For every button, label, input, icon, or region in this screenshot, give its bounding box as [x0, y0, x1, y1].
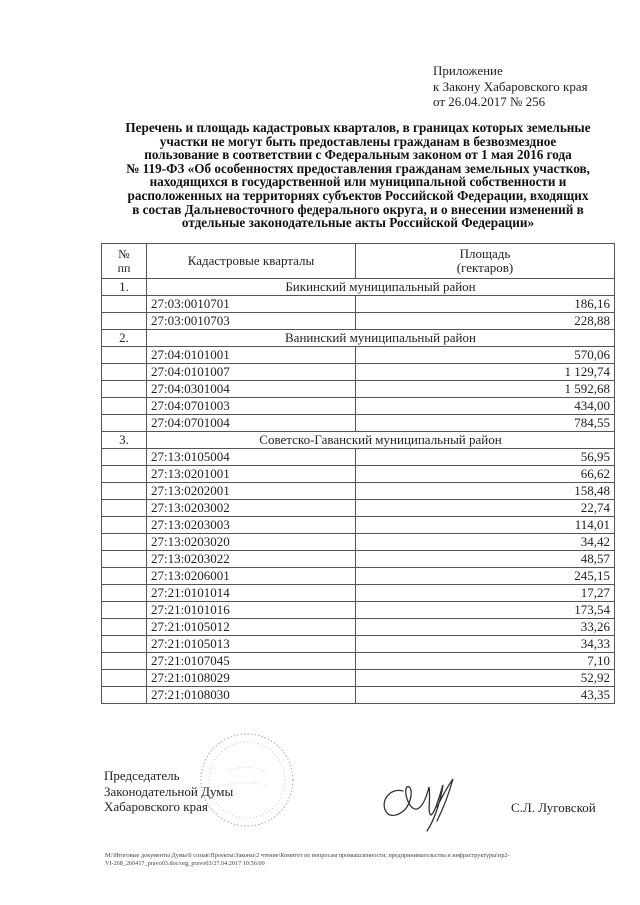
section-row: [102, 279, 615, 296]
area-cell: 33,26: [356, 619, 615, 636]
row-number-cell: [102, 534, 147, 551]
cadastral-code-cell: 27:04:0101001: [147, 347, 356, 364]
area-cell: 56,95: [356, 449, 615, 466]
area-cell: 570,06: [356, 347, 615, 364]
row-number-cell: [102, 466, 147, 483]
table-row: [102, 653, 615, 670]
area-cell: 52,92: [356, 670, 615, 687]
cadastral-code-cell: 27:13:0203022: [147, 551, 356, 568]
table-row: [102, 602, 615, 619]
section-number: 2.: [102, 330, 147, 347]
file-path-footer: [105, 852, 625, 868]
row-number-cell: [102, 568, 147, 585]
area-cell: 7,10: [356, 653, 615, 670]
table-row: [102, 500, 615, 517]
header-num-line2: пп: [117, 261, 131, 275]
cadastral-code-cell: 27:13:0105004: [147, 449, 356, 466]
position-line: Хабаровского края: [104, 799, 208, 814]
table-row: [102, 449, 615, 466]
area-cell: 1 129,74: [356, 364, 615, 381]
cadastral-code-cell: 27:13:0201001: [147, 466, 356, 483]
appendix-line: от 26.04.2017 № 256: [433, 94, 546, 109]
table-row: [102, 466, 615, 483]
row-number-cell: [102, 483, 147, 500]
row-number-cell: [102, 500, 147, 517]
cadastral-code-cell: 27:04:0301004: [147, 381, 356, 398]
cadastral-code-cell: 27:13:0203002: [147, 500, 356, 517]
table-row: [102, 381, 615, 398]
title-line: расположенных на территориях субъектов Российской Федерации, входящих: [127, 187, 589, 203]
section-number: 3.: [102, 432, 147, 449]
table-row: [102, 415, 615, 432]
area-cell: 245,15: [356, 568, 615, 585]
cadastral-code-cell: 27:21:0101014: [147, 585, 356, 602]
area-cell: 784,55: [356, 415, 615, 432]
section-row: [102, 432, 615, 449]
title-line: пользование в соответствии с Федеральным законом от 1 мая 2016 года: [144, 147, 572, 163]
row-number-cell: [102, 449, 147, 466]
row-number-cell: [102, 381, 147, 398]
table-row: [102, 551, 615, 568]
row-number-cell: [102, 296, 147, 313]
cadastral-code-cell: 27:21:0107045: [147, 653, 356, 670]
area-cell: 34,42: [356, 534, 615, 551]
area-cell: 228,88: [356, 313, 615, 330]
title-line: участки не могут быть предоставлены гражданам в безвозмездное: [159, 133, 557, 149]
row-number-cell: [102, 517, 147, 534]
row-number-cell: [102, 670, 147, 687]
table-row: [102, 398, 615, 415]
row-number-cell: [102, 653, 147, 670]
table-row: [102, 483, 615, 500]
area-cell: 114,01: [356, 517, 615, 534]
signatory-position: [104, 768, 233, 815]
table-header-row: [102, 244, 615, 279]
cadastral-quarters-table: [101, 243, 615, 704]
area-cell: 434,00: [356, 398, 615, 415]
title-line: № 119-ФЗ «Об особенностях предоставления гражданам земельных участков,: [126, 160, 590, 176]
row-number-cell: [102, 364, 147, 381]
table-row: [102, 687, 615, 704]
handwritten-signature-icon: [375, 773, 475, 833]
cadastral-code-cell: 27:21:0108029: [147, 670, 356, 687]
row-number-cell: [102, 415, 147, 432]
table-row: [102, 636, 615, 653]
table-row: [102, 585, 615, 602]
appendix-line: Приложение: [433, 63, 503, 78]
table-row: [102, 619, 615, 636]
table-row: [102, 296, 615, 313]
table-row: [102, 568, 615, 585]
area-cell: 158,48: [356, 483, 615, 500]
position-line: Законодательной Думы: [104, 783, 234, 799]
header-num: [102, 244, 147, 279]
area-cell: 17,27: [356, 585, 615, 602]
cadastral-code-cell: 27:13:0206001: [147, 568, 356, 585]
section-number: 1.: [102, 279, 147, 296]
title-line: Перечень и площадь кадастровых кварталов, в границах которых земельные: [125, 120, 591, 135]
table-body: [102, 279, 615, 704]
section-district-name: Бикинский муниципальный район: [147, 279, 615, 296]
header-num-line1: №: [118, 247, 130, 261]
cadastral-code-cell: 27:13:0203003: [147, 517, 356, 534]
title-line: находящихся в государственной или муниципальной собственности и: [149, 174, 567, 190]
footer-line: VI-268_260417_pravo03.doc/org_pravo03/27.04.2017 10:56:00: [105, 860, 265, 867]
row-number-cell: [102, 551, 147, 568]
row-number-cell: [102, 636, 147, 653]
row-number-cell: [102, 687, 147, 704]
header-area: [356, 244, 615, 279]
table-row: [102, 534, 615, 551]
area-cell: 173,54: [356, 602, 615, 619]
area-cell: 66,62: [356, 466, 615, 483]
row-number-cell: [102, 619, 147, 636]
footer-line: M:\Итоговые документы Думы\6 созыв\Проекты\Законы\2 чтение\Комитет по вопросам промышленности, предпринимательства и инфраструктуры\пр2-: [105, 852, 510, 859]
appendix-line: к Закону Хабаровского края: [433, 78, 588, 94]
row-number-cell: [102, 585, 147, 602]
document-title: [92, 121, 624, 230]
section-district-name: Советско-Гаванский муниципальный район: [147, 432, 615, 449]
cadastral-code-cell: 27:03:0010701: [147, 296, 356, 313]
area-cell: 34,33: [356, 636, 615, 653]
title-line: в состав Дальневосточного федерального округа, и о внесении изменений в: [132, 201, 584, 217]
section-row: [102, 330, 615, 347]
area-cell: 1 592,68: [356, 381, 615, 398]
signer-name: С.Л. Луговской: [511, 800, 596, 815]
table-row: [102, 364, 615, 381]
cadastral-code-cell: 27:04:0101007: [147, 364, 356, 381]
table-row: [102, 347, 615, 364]
table-row: [102, 517, 615, 534]
title-line: отдельные законодательные акты Российской Федерации»: [181, 215, 535, 231]
cadastral-code-cell: 27:21:0105013: [147, 636, 356, 653]
cadastral-code-cell: 27:13:0202001: [147, 483, 356, 500]
row-number-cell: [102, 313, 147, 330]
header-area-line1: Площадь: [459, 246, 511, 261]
row-number-cell: [102, 347, 147, 364]
row-number-cell: [102, 398, 147, 415]
header-code: Кадастровые кварталы: [147, 244, 356, 279]
position-line: Председатель: [104, 768, 180, 783]
cadastral-code-cell: 27:04:0701003: [147, 398, 356, 415]
area-cell: 43,35: [356, 687, 615, 704]
section-district-name: Ванинский муниципальный район: [147, 330, 615, 347]
header-area-line2: (гектаров): [456, 260, 514, 275]
cadastral-code-cell: 27:21:0101016: [147, 602, 356, 619]
cadastral-code-cell: 27:04:0701004: [147, 415, 356, 432]
area-cell: 22,74: [356, 500, 615, 517]
cadastral-code-cell: 27:03:0010703: [147, 313, 356, 330]
area-cell: 186,16: [356, 296, 615, 313]
table-row: [102, 313, 615, 330]
cadastral-code-cell: 27:21:0105012: [147, 619, 356, 636]
cadastral-code-cell: 27:21:0108030: [147, 687, 356, 704]
row-number-cell: [102, 602, 147, 619]
table-row: [102, 670, 615, 687]
cadastral-code-cell: 27:13:0203020: [147, 534, 356, 551]
area-cell: 48,57: [356, 551, 615, 568]
appendix-reference: [433, 63, 588, 110]
